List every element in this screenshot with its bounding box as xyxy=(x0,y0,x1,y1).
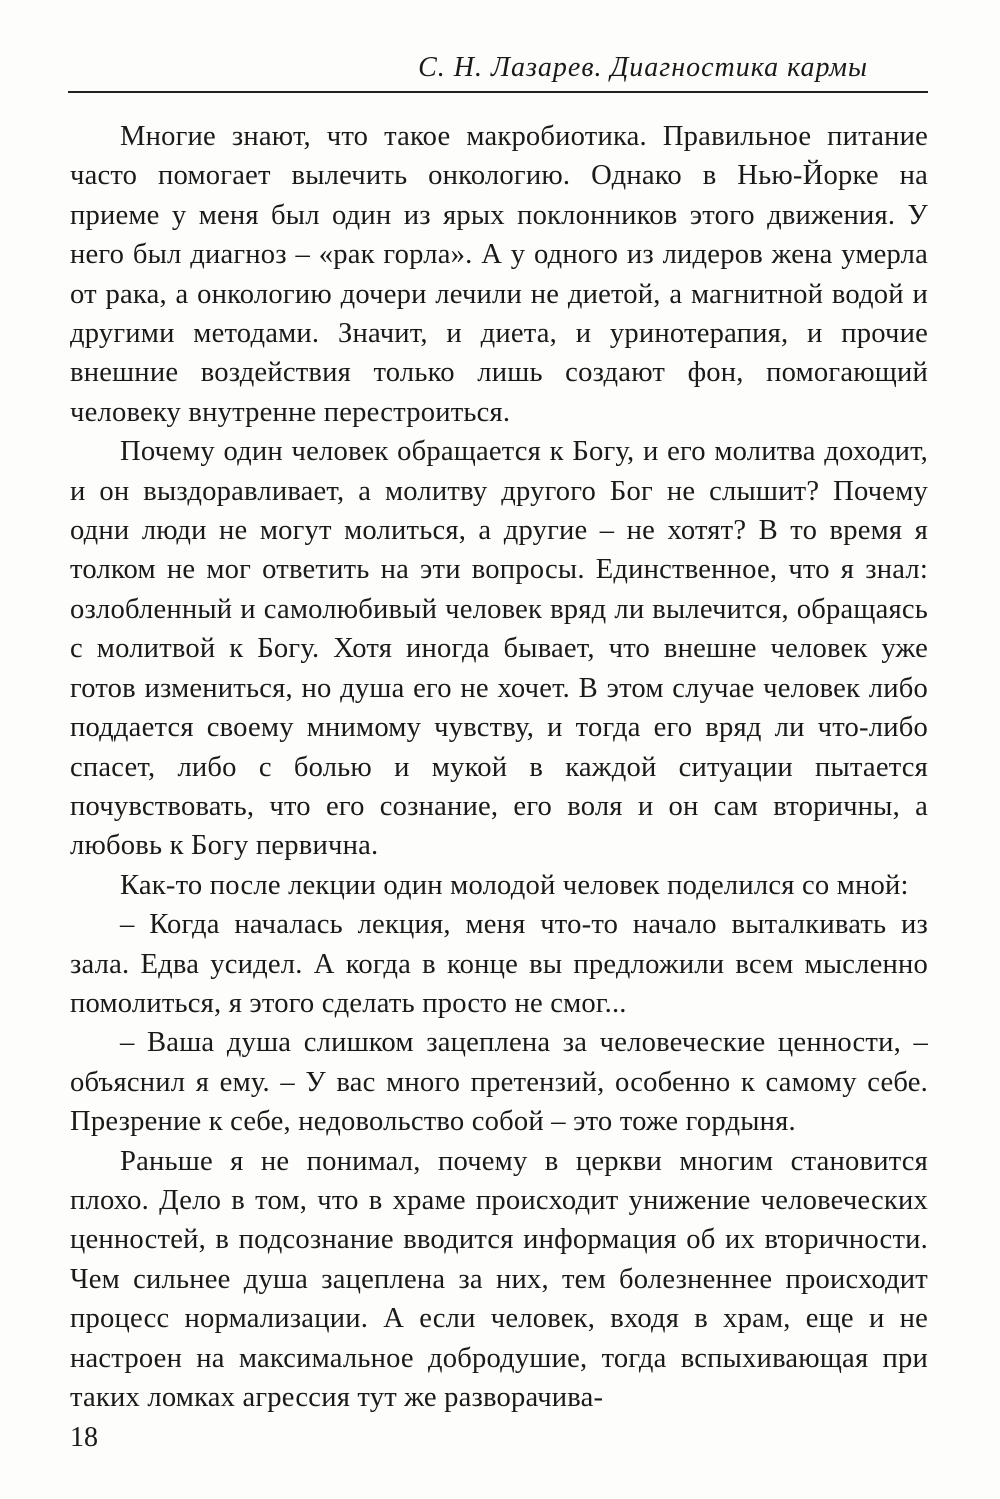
running-head-title: С. Н. Лазарев. Диагностика кармы xyxy=(418,52,868,83)
paragraph: – Ваша душа слишком зацеплена за человеческие ценности, – объяснил я ему. – У вас много претензий, особенно к самому себе. Презрение к себе, недовольство собой – это тоже гордыня. xyxy=(70,1027,928,1138)
paragraph: Почему один человек обращается к Богу, и его молитва доходит, и он выздоравливает, а молитву другого Бог не слышит? Почему одни люди не могут молиться, а другие – не хотят? В то время я толком не мог ответить на эти вопросы. Единственное, что я знал: озлобленный и самолюбивый человек вряд ли вылечится, обращаясь с молитвой к Богу. Хотя иногда бывает, что внешне человек уже готов измениться, но душа его не хочет. В этом случае человек либо поддается своему мнимому чувству, и тогда его вряд ли что-либо спасет, либо с болью и мукой в каждой ситуации пытается почувствовать, что его сознание, его воля и он сам вторичны, а любовь к Богу первична. xyxy=(70,436,928,862)
page-number: 18 xyxy=(70,1422,98,1453)
paragraph: – Когда началась лекция, меня что-то начало выталкивать из зала. Едва усидел. А когда в конце вы предложили всем мысленно помолиться, я этого сделать просто не смог... xyxy=(70,909,928,1019)
header-rule xyxy=(68,91,928,93)
paragraph: Как-то после лекции один молодой человек поделился со мной: xyxy=(120,869,909,901)
body-text xyxy=(70,117,928,1417)
paragraph: Раньше я не понимал, почему в церкви многим становится плохо. Дело в том, что в храме происходит унижение человеческих ценностей, в подсознание вводится информация об их вторичности. Чем сильнее душа зацеплена за них, тем болезненнее происходит процесс нормализации. А если человек, входя в храм, еще и не настроен на максимальное добродушие, тогда вспыхивающая при таких ломках агрессия тут же разворачива- xyxy=(70,1145,928,1413)
paragraph: Многие знают, что такое макробиотика. Правильное питание часто помогает вылечить онкологию. Однако в Нью-Йорке на приеме у меня был один из ярых поклонников этого движения. У него был диагноз – «рак горла». А у одного из лидеров жена умерла от рака, а онкологию дочери лечили не диетой, а магнитной водой и другими методами. Значит, и диета, и уринотерапия, и прочие внешние воздействия только лишь создают фон, помогающий человеку внутренне перестроиться. xyxy=(70,121,928,428)
